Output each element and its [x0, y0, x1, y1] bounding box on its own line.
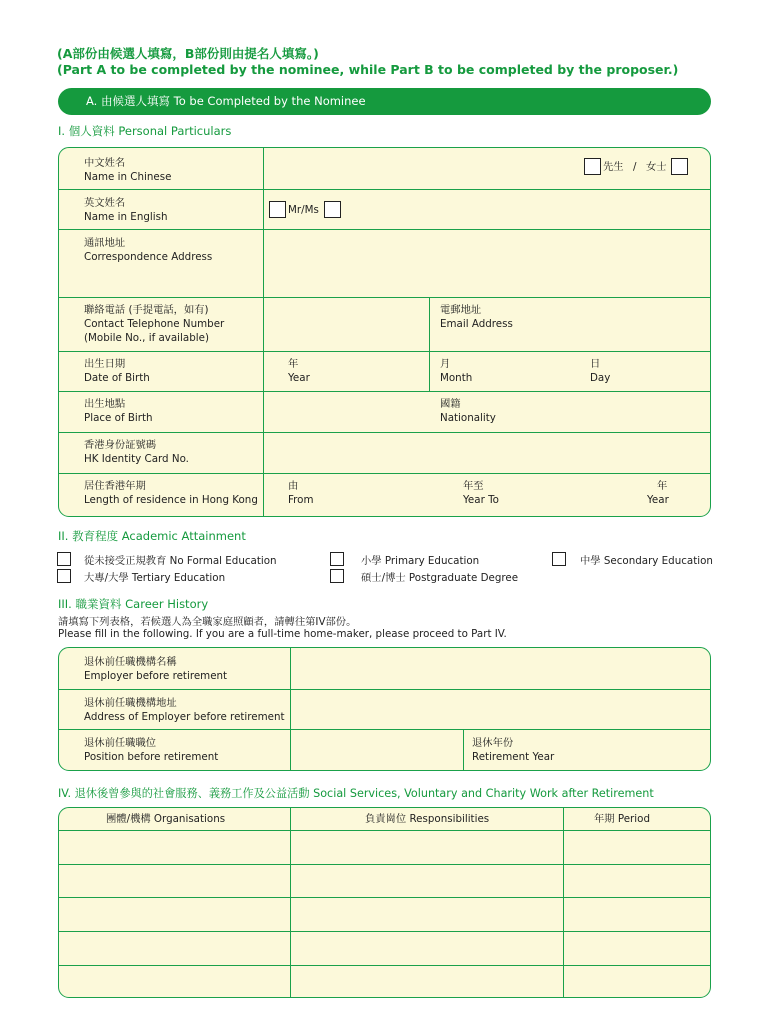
mr-en-checkbox[interactable] — [269, 201, 286, 218]
no-formal-education-checkbox[interactable] — [57, 552, 71, 566]
telephone-label-zh: 聯絡電話 (手提電話，如有) — [84, 304, 209, 316]
personal-particulars-table — [58, 147, 711, 517]
position-field[interactable] — [291, 730, 463, 771]
section-personal-title: I. 個人資料 Personal Particulars — [58, 124, 232, 138]
residence-label-zh: 居住香港年期 — [84, 480, 146, 492]
email-label-en: Email Address — [440, 318, 513, 330]
postgraduate-degree-checkbox[interactable] — [330, 569, 344, 583]
dob-day-label-zh: 日 — [590, 358, 601, 370]
nationality-label-zh: 國籍 — [440, 398, 461, 410]
year-to-label-zh: 年至 — [463, 480, 484, 492]
employer-label-en: Employer before retirement — [84, 670, 228, 682]
primary-education-checkbox[interactable] — [330, 552, 344, 566]
employer-address-label-zh: 退休前任職機構地址 — [84, 697, 177, 709]
year-end-label-zh: 年 — [657, 480, 668, 492]
name-chinese-label-en: Name in Chinese — [84, 171, 172, 183]
secondary-education-label: 中學 Secondary Education — [580, 555, 713, 567]
career-history-table — [58, 647, 711, 771]
dob-label-zh: 出生日期 — [84, 358, 126, 370]
section-academic-title: II. 教育程度 Academic Attainment — [58, 529, 246, 543]
mr-checkbox[interactable] — [584, 158, 601, 175]
nationality-label-en: Nationality — [440, 412, 496, 424]
name-english-label-zh: 英文姓名 — [84, 197, 126, 209]
address-field[interactable] — [264, 230, 711, 297]
name-chinese-label-zh: 中文姓名 — [84, 157, 126, 169]
hkid-field[interactable] — [264, 433, 711, 473]
email-label-zh: 電郵地址 — [440, 304, 482, 316]
position-label-en: Position before retirement — [84, 751, 219, 763]
name-english-field[interactable] — [349, 190, 711, 229]
social-services-table — [58, 807, 711, 998]
email-field[interactable] — [430, 333, 711, 351]
section-career-title: III. 職業資料 Career History — [58, 597, 209, 611]
career-note-en: Please fill in the following. If you are a full-time home-maker, please proceed to Part IV. — [58, 628, 507, 640]
retirement-year-label-en: Retirement Year — [472, 751, 555, 763]
hkid-label-zh: 香港身份証號碼 — [84, 439, 157, 451]
pob-label-en: Place of Birth — [84, 412, 153, 424]
hkid-label-en: HK Identity Card No. — [84, 453, 189, 465]
slash-separator: / — [633, 161, 637, 173]
header-english: (Part A to be completed by the nominee, while Part B to be completed by the proposer.) — [57, 62, 679, 77]
ms-checkbox[interactable] — [671, 158, 688, 175]
period-header: 年期 Period — [594, 813, 650, 825]
from-label-en: From — [288, 494, 314, 506]
employer-field[interactable] — [291, 648, 711, 689]
mrms-label: Mr/Ms — [288, 204, 319, 216]
dob-month-label-zh: 月 — [440, 358, 451, 370]
dob-year-label-en: Year — [288, 372, 310, 384]
ms-label: 女士 — [646, 161, 667, 173]
employer-address-label-en: Address of Employer before retirement — [84, 711, 285, 723]
dob-month-label-en: Month — [440, 372, 473, 384]
secondary-education-checkbox[interactable] — [552, 552, 566, 566]
responsibilities-header: 負責崗位 Responsibilities — [365, 813, 490, 825]
postgraduate-degree-label: 碩士/博士 Postgraduate Degree — [361, 572, 519, 584]
year-to-label-en: Year To — [463, 494, 499, 506]
part-a-banner: A. 由候選人填寫 To be Completed by the Nominee — [58, 88, 711, 115]
telephone-label-en: Contact Telephone Number — [84, 318, 225, 330]
pob-field[interactable] — [264, 392, 429, 432]
primary-education-label: 小學 Primary Education — [361, 555, 480, 567]
tertiary-education-label: 大專/大學 Tertiary Education — [84, 572, 226, 584]
no-formal-education-label: 從未接受正規教育 No Formal Education — [84, 555, 277, 567]
section-social-title: IV. 退休後曾參與的社會服務、義務工作及公益活動 Social Services, Voluntary and Charity Work after Retirement — [58, 787, 654, 800]
telephone-field[interactable] — [264, 298, 429, 351]
pob-label-zh: 出生地點 — [84, 398, 126, 410]
employer-label-zh: 退休前任職機構名稱 — [84, 656, 177, 668]
from-label-zh: 由 — [288, 480, 299, 492]
retirement-year-label-zh: 退休年份 — [472, 737, 514, 749]
header-chinese: (A部份由候選人填寫，B部份則由提名人填寫。) — [57, 46, 319, 61]
address-label-en: Correspondence Address — [84, 251, 213, 263]
career-note-zh: 請填寫下列表格，若候選人為全職家庭照顧者，請轉往第IV部份。 — [58, 616, 357, 628]
position-label-zh: 退休前任職職位 — [84, 737, 157, 749]
employer-address-field[interactable] — [291, 690, 711, 729]
dob-day-label-en: Day — [590, 372, 611, 384]
mr-label: 先生 — [603, 161, 624, 173]
year-end-label-en: Year — [647, 494, 669, 506]
dob-label-en: Date of Birth — [84, 372, 150, 384]
telephone-label-en-note: (Mobile No., if available) — [84, 332, 209, 344]
name-english-label-en: Name in English — [84, 211, 168, 223]
organisations-header: 團體/機構 Organisations — [106, 813, 226, 825]
name-chinese-field[interactable] — [264, 148, 711, 189]
ms-en-checkbox[interactable] — [324, 201, 341, 218]
address-label-zh: 通訊地址 — [84, 237, 126, 249]
dob-year-label-zh: 年 — [288, 358, 299, 370]
residence-label-en: Length of residence in Hong Kong — [84, 494, 258, 506]
tertiary-education-checkbox[interactable] — [57, 569, 71, 583]
